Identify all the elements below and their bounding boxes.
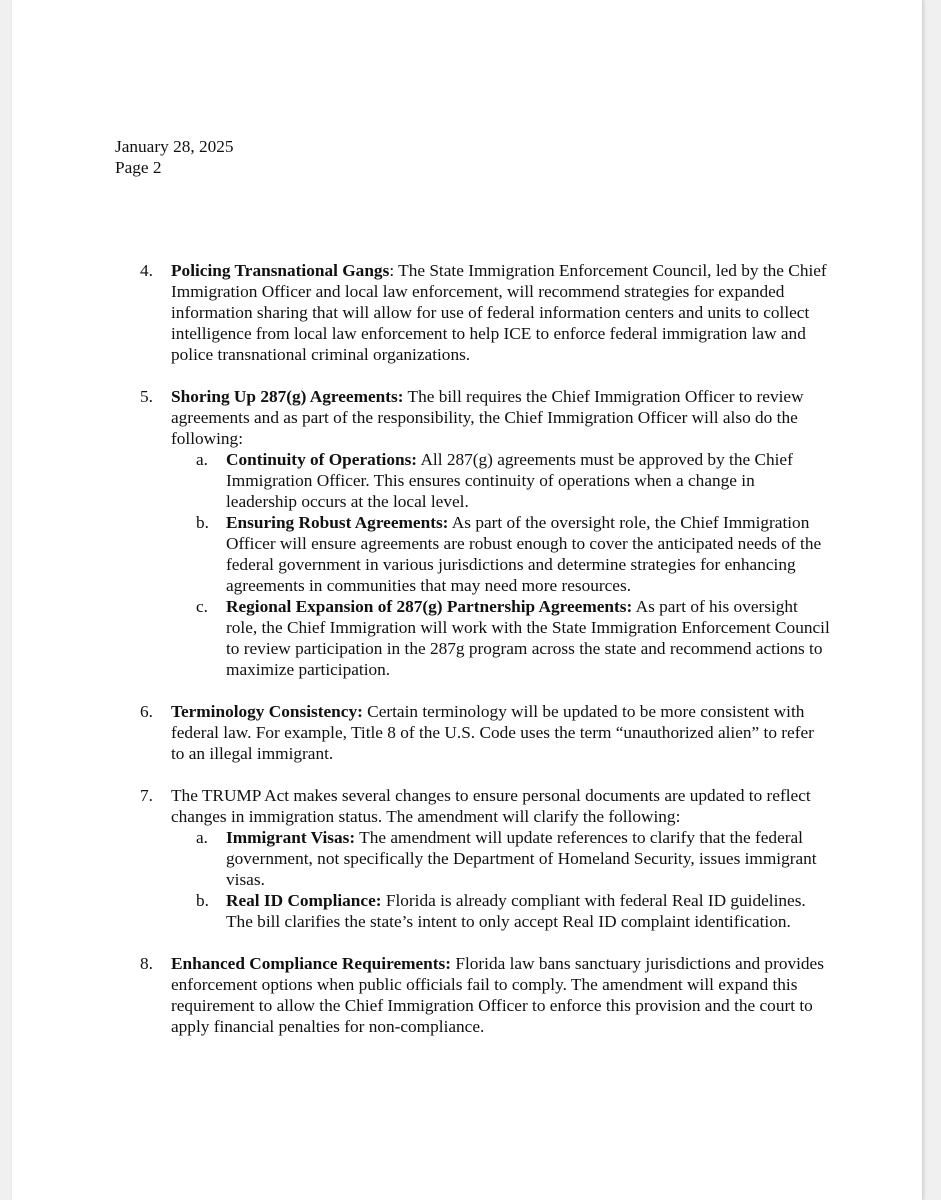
item-body: The bill requires the Chief Immigration Officer to review agreements and as part of the responsibility, the Chief Immigration Officer will also do the following: bbox=[171, 387, 804, 448]
item-number: 5. bbox=[140, 387, 153, 406]
sub-item-body: Florida is already compliant with federal Real ID guidelines. The bill clarifies the state’s intent to only accept Real ID complaint identification. bbox=[226, 891, 806, 931]
item-number: 4. bbox=[140, 261, 153, 280]
item-title: Policing Transnational Gangs bbox=[171, 261, 390, 280]
sub-item-letter: b. bbox=[196, 513, 209, 532]
sub-item-title: Ensuring Robust Agreements: bbox=[226, 513, 449, 532]
letter-header bbox=[115, 136, 234, 178]
sub-list bbox=[171, 449, 830, 680]
sub-item-title: Continuity of Operations: bbox=[226, 450, 418, 469]
sub-item-text bbox=[226, 596, 830, 680]
item-text bbox=[171, 953, 830, 1037]
sub-item-text bbox=[226, 449, 830, 512]
sub-item-body: As part of the oversight role, the Chief Immigration Officer will ensure agreements are robust enough to cover the anticipated needs of the federal government in various jurisdictions and determine strategies for enhancing agreements in communities that may need more resources. bbox=[226, 513, 822, 595]
item-title: Terminology Consistency: bbox=[171, 702, 363, 721]
sub-item-text bbox=[226, 890, 830, 932]
sub-item-letter: c. bbox=[196, 597, 208, 616]
sub-item-title: Regional Expansion of 287(g) Partnership Agreements: bbox=[226, 597, 633, 616]
item-body: Certain terminology will be updated to be more consistent with federal law. For example, Title 8 of the U.S. Code uses the term “unauthorized alien” to refer to an illegal immigrant. bbox=[171, 702, 814, 763]
sub-item-letter: a. bbox=[196, 828, 208, 847]
item-text: The TRUMP Act makes several changes to ensure personal documents are updated to reflect changes in immigration status. The amendment will clarify the following: bbox=[171, 786, 811, 826]
item-text bbox=[171, 260, 830, 365]
sub-item-b bbox=[171, 512, 830, 596]
list-item-8 bbox=[140, 953, 830, 1037]
sub-item-title: Immigrant Visas: bbox=[226, 828, 356, 847]
list-item-6 bbox=[140, 701, 830, 764]
list-item-5 bbox=[140, 386, 830, 680]
sub-item-text bbox=[226, 827, 830, 890]
item-number: 7. bbox=[140, 786, 153, 805]
sub-item-c bbox=[171, 596, 830, 680]
sub-item-letter: b. bbox=[196, 891, 209, 910]
item-title-suffix: : bbox=[389, 261, 395, 280]
numbered-list bbox=[140, 260, 830, 1037]
sub-list bbox=[171, 827, 830, 932]
page-number: Page 2 bbox=[115, 158, 162, 177]
list-item-4 bbox=[140, 260, 830, 365]
item-number: 6. bbox=[140, 702, 153, 721]
sub-item-body: The amendment will update references to clarify that the federal government, not specifically the Department of Homeland Security, issues immigrant visas. bbox=[226, 828, 817, 889]
item-body: Florida law bans sanctuary jurisdictions and provides enforcement options when public officials fail to comply. The amendment will expand this requirement to allow the Chief Immigration Officer to enforce this provision and the court to apply financial penalties for non-compliance. bbox=[171, 954, 824, 1036]
sub-item-letter: a. bbox=[196, 450, 208, 469]
sub-item-a bbox=[171, 449, 830, 512]
item-text bbox=[171, 386, 830, 449]
document-page bbox=[12, 0, 923, 1200]
item-body: The State Immigration Enforcement Council, led by the Chief Immigration Officer and local law enforcement, will recommend strategies for expanded information sharing that will allow for use of federal information centers and units to collect intelligence from local law enforcement to help ICE to enforce federal immigration law and police transnational criminal organizations. bbox=[171, 261, 827, 364]
sub-item-body: All 287(g) agreements must be approved by the Chief Immigration Officer. This ensures continuity of operations when a change in leadership occurs at the local level. bbox=[226, 450, 793, 511]
list-item-7 bbox=[140, 785, 830, 932]
item-title: Shoring Up 287(g) Agreements: bbox=[171, 387, 404, 406]
sub-item-a bbox=[171, 827, 830, 890]
sub-item-text bbox=[226, 512, 830, 596]
sub-item-body: As part of his oversight role, the Chief Immigration will work with the State Immigration Enforcement Council to review participation in the 287g program across the state and recommend actions to maximize participation. bbox=[226, 597, 830, 679]
item-title: Enhanced Compliance Requirements: bbox=[171, 954, 452, 973]
sub-item-b bbox=[171, 890, 830, 932]
item-text bbox=[171, 701, 830, 764]
document-date: January 28, 2025 bbox=[115, 137, 234, 156]
sub-item-title: Real ID Compliance: bbox=[226, 891, 382, 910]
item-number: 8. bbox=[140, 954, 153, 973]
